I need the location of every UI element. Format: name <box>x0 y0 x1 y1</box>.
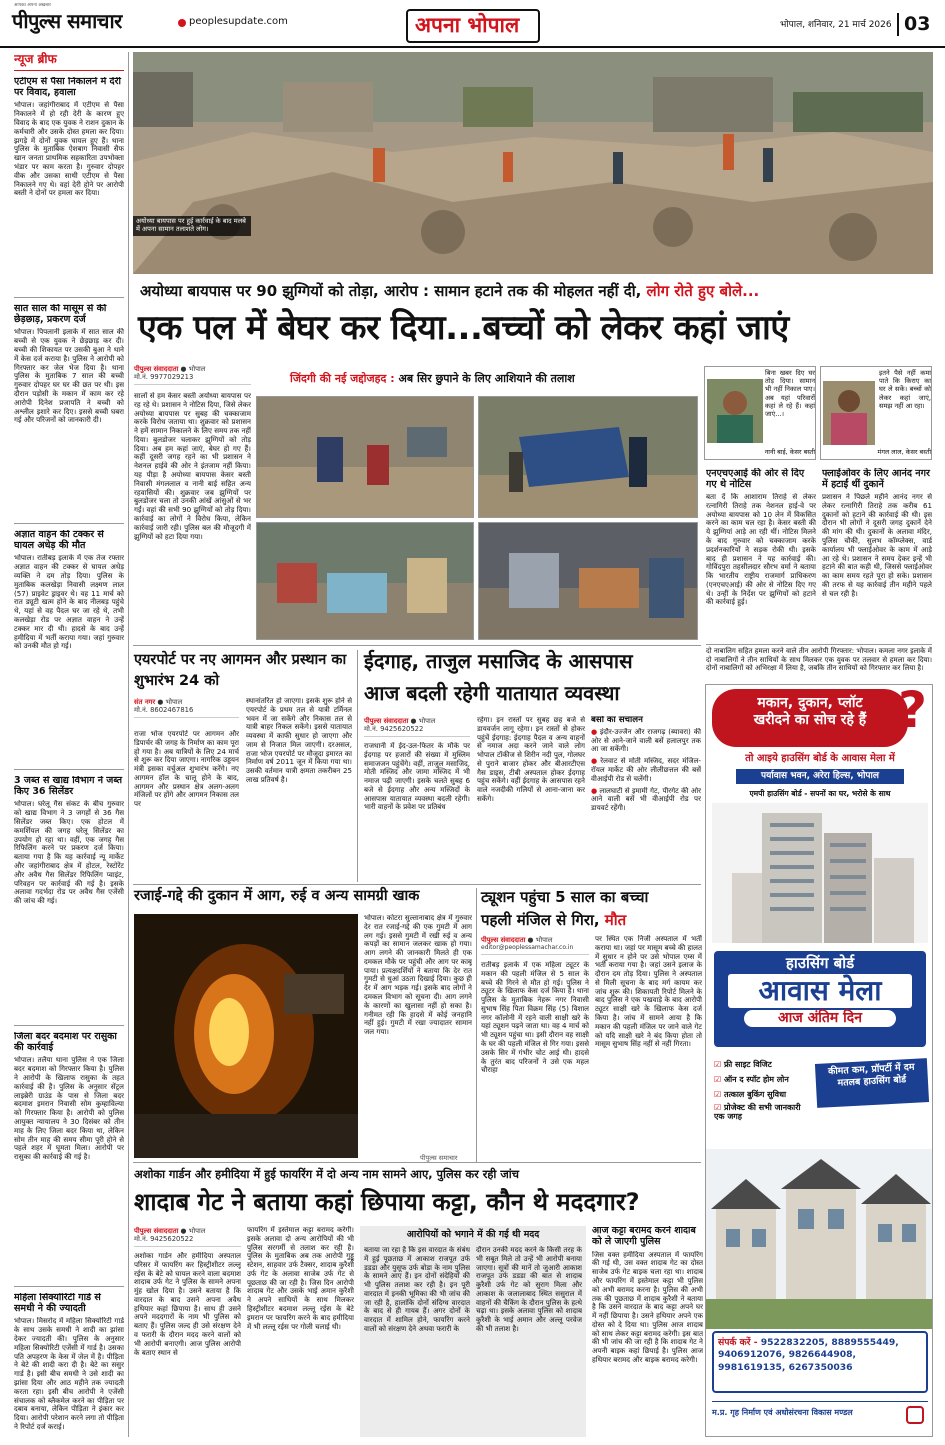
ad-banner-line1: मकान, दुकान, प्लॉट <box>757 695 863 711</box>
page-number: 03 <box>897 13 930 36</box>
checkbox-icon: ☑ <box>714 1090 722 1100</box>
bus-item-text: रेलवाट से मोती मस्जिद, सदर मंजिल-रॉयल मार्केट की ओर लीलीछत्तल की बसें वीआईपी रोड से चलेंगी। <box>591 757 701 783</box>
lead-headline: एक पल में बेघर कर दिया...बच्चों को लेकर कहां जाएं <box>138 308 789 348</box>
brief-item-title: महिला सिक्योरिटी गार्ड से समधी ने की ज्यादती <box>14 1292 101 1314</box>
byline-place: भोपाल <box>188 365 206 373</box>
brief-item-title: अज्ञात वाहन की टक्कर से घायल अधेड़ की मौत <box>14 529 104 551</box>
lead-photo-demolition <box>133 52 933 274</box>
lead-quote-1 <box>704 366 816 460</box>
ad-footer-text: म.प्र. गृह निर्माण एवं अधोसंरचना विकास मण्डल <box>712 1408 853 1417</box>
ad-footer <box>712 1401 928 1429</box>
column-divider <box>357 650 358 882</box>
lead-sidebar-nhai <box>706 468 816 640</box>
lead-sidebar-flyover <box>822 468 932 640</box>
checkbox-icon: ☑ <box>714 1102 722 1112</box>
tuition-headline-2 <box>481 911 703 929</box>
tuition-body-col1: रातीबड़ इलाके में एक महिला ट्यूटर के मकान की पहली मंजिल से 5 साल के बच्चे की गिरने से मौत हो गई। पुलिस ने ट्यूटर के खिलाफ केस दर्ज किया है। थाना पुलिस के मुताबिक नेहरू नगर निवासी सुभाष सिंह पिता विक्रम सिंह (5) विशाल नगर कॉलोनी में रहने वाली साक्षी खरे के यहां ट्यूशन पढ़ने जाता था। वह 4 मार्च को भी ट्यूशन पहुंचा था। इसी दौरान वह साक्षी के घर की पहली मंजिल से गिर गया। इससे उसके सिर में गंभीर चोट आई थी। हादसे के तुरंत बाद परिजनों ने उसे एक महल चौराहा <box>481 961 589 1075</box>
byline-phone: मो.नं. 9977029213 <box>134 373 194 382</box>
byline-place: भोपाल <box>165 698 183 706</box>
byline-email: editor@peoplessamachar.co.in <box>481 944 574 952</box>
lead-body: सालों से हम केसर बस्ती अयोध्या बायपास पर रह रहे थे। प्रशासन ने नोटिस दिया, जिसे लेकर अयोध्या बायपास पर सुबह की चक्काजाम करके विरोध जताया था। शुक्रवार को प्रशासन ने हमें सामान निकालने के लिए समय तक नहीं दिया। बुलडोजर चलाकर झुग्गियों को तोड़ दिया। अब हम कहां जाएं, बेघर हो गए हैं। कहीं दूसरी जगह रहने का भी प्रशासन ने नेशनल हाईवे की ओर ने इंतजाम नहीं किया। यह पीड़ा है अयोध्या बायपास केसर बस्ती निवासी मंगललाल व नानी बाई सहित अन्य रहवासियों की। शुक्रवार जब झुग्गियों पर बुलडोजर चला तो उनकी आंखें आंसुओं से भर गईं। वहां की सभी 90 झुग्गियों को तोड़ दिया। कार्रवाई का लोगों ने विरोध किया, लेकिन कार्रवाई जारी रही। पुलिस बल की मौजूदगी में झुग्गियों को हटा दिया गया। <box>134 392 251 541</box>
quote-name: नानी बाई, केसर बस्ती <box>764 448 815 456</box>
family-rubble-image <box>257 397 474 518</box>
housing-board-ad[interactable] <box>705 684 933 1437</box>
brief-item <box>14 77 124 298</box>
price-tag: कीमत कम, प्रॉपर्टी में दम मतलब हाउसिंग बोर्ड <box>815 1058 929 1108</box>
brief-item-title: जिला बदर बदमाश पर रासुका की कार्रवाई <box>14 1031 117 1053</box>
lead-photo-2 <box>478 396 698 518</box>
checkbox-icon: ☑ <box>714 1060 722 1069</box>
airport-byline: संत नगर ● भोपाल मो.नं. 8602467816 <box>134 697 239 718</box>
lead-kicker <box>140 282 930 300</box>
firing-box-title: आरोपियों को भगाने में की गई थी मदद <box>406 1229 540 1240</box>
firing-kicker: अशोका गार्डन और हमीदिया में हुई फायरिंग में दो अन्य नाम सामने आए, पुलिस कर रही जांच <box>134 1167 519 1181</box>
question-mark-icon: ? <box>898 684 928 739</box>
fire-footnote: पीपुल्स समाचार <box>420 1154 458 1162</box>
brief-label: न्यूज ब्रीफ <box>14 52 124 71</box>
byline-name: पीपुल्स संवाददाता <box>134 1227 179 1235</box>
tuition-byline: पीपुल्स संवाददाता ● भोपाल editor@peoplessamachar.co.in <box>481 935 589 955</box>
contact-label: संपर्क करें - <box>718 1337 758 1348</box>
tower-building-image <box>712 803 928 943</box>
feature-text: फ्री साइट विजिट <box>723 1060 772 1069</box>
quote-name: मंगल लाल, केसर बस्ती <box>877 448 931 456</box>
firing-body-col2: फायरिंग में इस्तेमाल कट्टा बरामद करेगी। इसके अलावा दो अन्य आरोपियों की भी पुलिस सरगर्मी से तलाश कर रही है। पुलिस के मुताबिक अब तक आरोपी गुड्डू स्टेशन, साहवार उर्फ टैक्सर, शादाब कुरैशी उर्फ गेट के अलावा साजेब उर्फ गेट से पूछताछ की जा रही है। जिस दिन आरोपी शादाब गेट और उसके भाई अमान कुरैशी ने अपने साथियों के साथ मिलकर हिस्ट्रीशीटर बदमाश लल्लू रईस के बेटे इमरान पर फायरिंग करने के बाद हमीदिया में भी लल्लू रईस पर गोली चलाई थी। <box>247 1226 354 1331</box>
brief-item <box>14 530 124 770</box>
portrait-mangal-lal <box>823 381 875 445</box>
ad-contact-box[interactable] <box>712 1331 928 1393</box>
fire-photo <box>134 914 358 1158</box>
firing-body-col1: अशोका गार्डन और हमीदिया अस्पताल परिसर में फायरिंग कर हिस्ट्रीशीटर लल्लू रईस के बेटे को घायल करने वाला बदमाश शादाब उर्फ गेट ने पुलिस के सामने अपना मुंह खोल दिया है। उसने बताया है कि वारदात के बाद उसने अपना अवैध हथियार कहां छिपाया है। साथ ही उसने अपने मददगारों के नाम भी पुलिस को बताए हैं। पुलिस जल्द ही उसे संरक्षण देने व फरारी के दौरान मदद करने वालों को भी आरोपी बनाएगी। आज पुलिस आरोपी के बताए स्थान से <box>134 1252 241 1357</box>
firing-byline: पीपुल्स संवाददाता ● भोपाल मो.नं. 9425620522 <box>134 1226 241 1247</box>
feature-text: प्रोजेक्ट की सभी जानकारी एक जगह <box>714 1102 801 1122</box>
idgah-body-col2: रहेगा। इन रास्तों पर सुबह छह बजे से डायवर्जन लागू रहेगा। इन रास्तों से होकर पहुंचें ईदगाह: ईदगाह पैदल व अन्य वाहनों से नमाज अदा करने जाने वाले लोग भोपाल टॉकीज से शिरीन नदी पुल, गोलघर से पुराने बाजार होकर और बीआरटीएस गैस डाइस, टीबी अस्पताल होकर ईदगाह पहुंच सकेंगे। वहीं ईदगाह के आसपास रहने वाले नजदीकी गलियों से आना-जाना कर सकेंगे। <box>477 716 585 804</box>
site-url: peoplesupdate.com <box>189 16 288 27</box>
firing-side <box>592 1226 703 1437</box>
lead-photo-1 <box>256 396 474 518</box>
bullet-icon: ● <box>591 786 598 795</box>
lead-strap <box>290 372 710 385</box>
villa-houses-image <box>706 1149 933 1329</box>
brief-item-body: भोपाल। मिसरोद में महिला सिक्योरिटी गार्ड के साथ उसके समधी ने शादी का झांसा देकर ज्यादती की। पुलिस के अनुसार महिला सिक्योरिटी एजेंसी में गार्ड है। उसका पति अपहरण के केस में जेल में है। पीड़िता ने बेटे की शादी करा दी है। बेटे का ससुर गार्ड है। इसी बीच समधी ने उसे शादी का झांसा दिया और आठ महीने तक ज्यादती करता रहा। इसी बीच आरोपी ने एजेंसी संचालक को ब्लैकमेल करने का पीड़िता पर दबाव बनाया, लेकिन पीड़िता ने इंकार कर दिया। आरोपी परेशान करने लगा तो पीड़िता ने रिपोर्ट दर्ज कराई। <box>14 1317 124 1431</box>
night-fire-image <box>134 914 358 1158</box>
lead-kicker-red: लोग रोते हुए बोले... <box>646 282 760 300</box>
brief-item-title: सात साल की मासूम से की छेड़छाड़, प्रकरण दर्ज <box>14 303 107 325</box>
lead-photo-caption: अयोध्या बायपास पर हुई कार्रवाई के बाद मलबे में अपना सामान तलाशते लोग। <box>133 216 251 236</box>
firing-box <box>360 1226 586 1437</box>
ad-features <box>714 1057 812 1122</box>
globe-icon <box>178 19 186 27</box>
news-brief-column <box>14 52 124 1437</box>
firing-headline: शादाब गेट ने बताया कहां छिपाया कट्टा, कौन थे मददगार? <box>134 1188 640 1216</box>
byline-phone: मो.नं. 8602467816 <box>134 706 194 715</box>
byline-name: पीपुल्स संवाददाता <box>364 717 409 725</box>
ad-venue: पर्यावास भवन, अरेरा हिल्स, भोपाल <box>736 769 904 784</box>
airport-body-col2: स्थानांतरित हो जाएगा। इसके शुरू होने से एयरपोर्ट के प्रथम तल से यात्री टर्मिनल भवन में जा सकेंगे और निकास तल से यात्री बाहर निकल सकेंगे। इससे यातायात व्यवस्था में काफी सुधार हो जाएगा और जाम से निजात मिल जाएगी। दरअसल, राजा भोज एयरपोर्ट पर मौजूदा इमारत का निर्माण वर्ष 2011 जून में किया गया था। उसकी वर्तमान यात्री क्षमता तकरीबन 25 लाख प्रतिवर्ष है। <box>246 697 352 785</box>
mela-big: आवास मेला <box>728 974 912 1008</box>
sidebar-body: प्रशासन ने पिछले महीने आनंद नगर से लेकर रत्नागिरी तिराहे तक करीब 61 दुकानों को हटाने की कार्रवाई की थी। इस दौरान भी लोगों ने दूसरी जगह दुकानें देने की मांग की थी। दुकानों के अलावा मंदिर, पुलिस चौकी, सुलभ कॉम्प्लेक्स, वार्ड कार्यालय भी फ्लाईओवर के काम में आड़े आ रहे थे। प्रशासन ने समय देकर इन्हें भी हटाने की बात कही थी, जिससे फ्लाईओवर का काम समय रहते पूरा हो सके। प्रशासन की तरफ से यह कार्रवाई तीन महीने पहले से चल रही है। <box>822 493 932 598</box>
tuition-headline-2-red: मौत <box>604 911 627 929</box>
masthead-bar <box>0 0 945 48</box>
bus-item <box>591 728 701 754</box>
fire-headline: रजाई-गद्दे की दुकान में आग, रुई व अन्य सामग्री खाक <box>134 888 420 904</box>
ad-banner <box>712 689 908 747</box>
tuition-body-col2: पर स्थित एक निजी अस्पताल में भर्ती कराया था। जहां पर मासूम बच्चे की हालत में सुधार न होने पर उसे भोपाल एम्स में भर्ती कराया गया है। जहां उसने इलाज के दौरान दम तोड़ दिया। पुलिस ने अस्पताल से मिली सूचना के बाद मर्ग कायम कर जांच शुरू की। शिकायती रिपोर्ट मिलने के बाद पुलिस ने एक पखवाड़े के बाद आरोपी ट्यूटर साक्षी खरे के खिलाफ केस दर्ज किया है। जांच में सामने आया है कि मकान की पहली मंजिल पर जाने वाले गेट को यदि साक्षी खरे ने बंद किया होता तो मासूम सुभाष सिंह नहीं से नहीं गिरता। <box>595 935 702 1049</box>
bus-item <box>591 787 701 813</box>
byline-place: भोपाल <box>418 717 436 725</box>
brief-item <box>14 776 124 1026</box>
byline-place: भोपाल <box>535 936 553 944</box>
contact-numbers: 9522832205, 8889555449, 9406912076, 9826644908, 9981619135, 6267350036 <box>718 1337 899 1373</box>
household-goods-image <box>479 523 698 640</box>
housing-board-logo-icon <box>906 1406 924 1424</box>
bus-item <box>591 757 701 783</box>
lead-quote-2 <box>820 366 932 460</box>
rubble-scene-image <box>133 52 933 274</box>
feature-item <box>714 1072 812 1087</box>
belongings-image <box>257 523 474 640</box>
sidebar-title: एनएचएआई की ओर से दिए गए थे नोटिस <box>706 468 805 491</box>
brief-item-body: भोपाल। पिपलानी इलाके में सात साल की बच्ची से एक युवक ने छेड़छाड़ कर दी। बच्ची की शिकायत पर उसकी बुआ ने थाने में केस दर्ज कराया है। पुलिस ने आरोपी को गिरफ्तार कर जेल भेज दिया है। थाना पुलिस के मुताबिक 7 साल की बच्ची गुरुवार दोपहर घर घर की छत पर थी। इस दौरान पड़ोसी के मकान में काम कर रहे आरोपी दिनेश प्रजापति ने बच्ची को अश्लील इशारे कर दिए। इससे बच्ची घबरा गई और परिजनों को जानकारी दी। <box>14 328 124 425</box>
byline-place: भोपाल <box>188 1227 206 1235</box>
checkbox-icon: ☑ <box>714 1075 722 1085</box>
ad-tagline: एमपी हाउसिंग बोर्ड - सपनों का घर, भरोसे के साथ <box>749 789 891 798</box>
section-divider <box>133 1162 701 1163</box>
man-child-portrait-image <box>823 381 875 445</box>
brief-item-title: एटीएम से पैसा निकालने में देरी पर विवाद, हवाला <box>14 76 121 98</box>
firing-box-col1: बताया जा रहा है कि इस वारदात के संबंध में हुई पूछताछ में आकाश राजपूत उर्फ डडडा और युसूफ उर्फ बोडा के नाम पुलिस के सामने आए हैं। इन दोनों संदेहियों की भी पुलिस तलाश कर रही है। इन पूरी वारदात में इनकी भूमिका की भी जांच की जा रही है, हालांकि दोनों संदिग्ध वारदात के बाद से ही गायब हैं। अगर दोनों के वारदात में शामिल होने, फायरिंग करने वालों को संरक्षण देने अथवा फरारी के <box>364 1246 470 1334</box>
idgah-headline-2: आज बदली रहेगी यातायात व्यवस्था <box>364 681 620 705</box>
feature-item <box>714 1057 812 1072</box>
mini-news-arrest: दो नाबालिग सहित हमला करने वाले तीन आरोपी गिरफ्तार: भोपाल। कमला नगर इलाके में दो नाबालिगों ने तीन साथियों के साथ मिलकर एक युवक पर तलवार से हमला कर दिया। दोनों नाबालिगों को अभिरक्षा में लिया है, जबकि तीन साथियों को गिरफ्तार कर लिया है। <box>706 644 932 680</box>
feature-text: तत्काल बुकिंग सुविधा <box>723 1090 787 1100</box>
portrait-nani-bai <box>707 379 763 443</box>
sidebar-title: फ्लाईओवर के लिए आनंद नगर में हटाईं थीं दुकानें <box>822 468 930 491</box>
column-divider <box>476 888 477 1163</box>
brief-item-body: भोपाल। रातीबड़ इलाके में एक तेज रफ्तार अज्ञात वाहन की टक्कर से घायल अधेड़ व्यक्ति ने दम तोड़ दिया। पुलिस के मुताबिक कलखेड़ा निवासी लक्ष्मण लाल (57) प्राइवेट ड्राइवर थे। वह 11 मार्च को रात ड्यूटी खत्म होने के बाद नीलबड़ पहुंचे थे, यहां से वह पैदल घर जा रहे थे, तभी कलखेड़ा रोड पर अज्ञात वाहन ने उन्हें टक्कर मार दी थी। हादसे के बाद उन्हें हमीदिया में भर्ती कराया गया। जहां गुरुवार को उनकी मौत हो गई। <box>14 554 124 651</box>
airport-headline: एयरपोर्ट पर नए आगमन और प्रस्थान का शुभारंभ 24 को <box>134 652 347 690</box>
dateline: भोपाल, शनिवार, 21 मार्च 2026 <box>780 20 892 30</box>
fire-body: भोपाल। कोटरा सुल्तानाबाद क्षेत्र में गुरुवार देर रात रजाई-गद्दे की एक गुमटी में आग लग गई। इससे गुमटी में रखी रुई व अन्य कपड़ों का सामान जलकर खाक हो गया। आग लगने की जानकारी मिलते ही एक दमकल मौके पर पहुंची और आग पर काबू पाया। प्रत्यक्षदर्शियों ने बताया कि देर रात गुमटी से धुआं उठता दिखाई दिया। कुछ ही देर में आग भड़क गई। इसके बाद लोगों ने दमकल विभाग को सूचना दी। आग लगने के कारणों का खुलासा नहीं हो सका है। गनीमत रही कि हादसे में कोई जनहानि नहीं हुई। गुमटी में रखा ज्यादातर सामान जल गया। <box>364 914 472 1037</box>
woman-portrait-image <box>707 379 763 443</box>
ad-banner-line2: खरीदने का सोच रहे हैं <box>753 712 867 729</box>
tuition-headline-1: ट्यूशन पहुंचा 5 साल का बच्चा <box>481 888 649 906</box>
mela-top: हाउसिंग बोर्ड <box>785 954 855 972</box>
bus-item-text: इंदौर-उज्जैन और राजगढ़ (ब्यावरा) की ओर से आने-जाने वाली बसें हलालपुर तक आ जा सकेंगी। <box>591 727 701 754</box>
column-divider <box>128 52 129 1437</box>
byline-name: संत नगर <box>134 698 156 706</box>
brief-item <box>14 304 124 524</box>
section-divider <box>133 645 701 646</box>
section-title: अपना भोपाल <box>415 12 520 37</box>
idgah-byline: पीपुल्स संवाददाता ● भोपाल मो.नं. 9425620522 <box>364 716 470 737</box>
bus-item-text: लालघाटी से इमामी गेट, पीरगेट की ओर आने वाली बसें भी वीआईपी रोड पर डायवर्ट रहेंगी। <box>591 786 701 813</box>
bullet-icon: ● <box>591 727 598 736</box>
lead-photo-3 <box>256 522 474 640</box>
brief-item-title: 3 जब्त से खाद्य विभाग ने जब्त किए 36 सिलेंडर <box>14 775 123 797</box>
brief-item-body: भोपाल। घरेलू गैस संकट के बीच गुरुवार को खाद्य विभाग ने 3 जगहों से 36 गैस सिलेंडर जब्त किए। एक होटल में कमर्शियल की जगह घरेलू सिलेंडर का उपयोग हो रहा था। वहीं, एक जगह गैस रिफिलिंग करने पर प्रकरण दर्ज किया। बताया गया है कि यह कार्रवाई न्यू मार्केट और जहांगीराबाद क्षेत्र में होटल, रेस्टोरेंट और अवैध गैस सिलेंडर रिफिलिंग प्वाइंट, परिवहन पर कार्रवाई की गई है। इसके अलावा गदर्भदा रोड पर अवैध गैस एजेंसी की जांच की गई। <box>14 800 124 906</box>
brief-item <box>14 1032 124 1287</box>
lead-byline: पीपुल्स संवाददाता ● भोपाल मो.नं. 9977029213 <box>134 364 251 385</box>
byline-phone: मो.नं. 9425620522 <box>134 1235 194 1244</box>
brief-item <box>14 1293 124 1437</box>
idgah-headline-1: ईदगाह, ताजुल मसाजिद के आसपास <box>364 649 633 673</box>
masthead-small: आपका अपना अखबार <box>14 3 51 8</box>
quote-text: इतने पैसे नहीं कमा पाते कि किराए का घर ले सकें। बच्चों को लेकर कहां जाएं, समझ नहीं आ रहा। <box>879 369 931 410</box>
byline-name: पीपुल्स संवाददाता <box>481 936 526 944</box>
airport-body-col1: राजा भोज एयरपोर्ट पर आगमन और डिपार्चर की जगह के निर्माण का काम पूरा हो गया है। अब यात्रियों के लिए 24 मार्च से शुरू कर दिया जाएगा। नागरिक उड्डयन मंत्री इसका वर्चुअल शुभारंभ करेंगे। नए आगमन हॉल के चालू होने के बाद, आगमन और प्रस्थान क्षेत्र अलग-अलग मंजिलों पर होंगे और आगमन निकास तल पर <box>134 730 239 809</box>
lead-strap-text: अब सिर छुपाने के लिए आशियाने की तलाश <box>398 372 575 385</box>
ad-invite: तो आइये हाउसिंग बोर्ड के आवास मेला में <box>745 753 895 764</box>
masthead-title: पीपुल्स समाचार <box>12 9 122 33</box>
firing-side-body: जिस वक्त हमीदिया अस्पताल में फायरिंग की गई थी, उस वक्त शादाब गेट का दोस्त साजेब उर्फ गेट बाइक चला रहा था। शादाब और फायरिंग में इस्तेमाल कट्टा भी पुलिस को अभी बरामद करना है। पुलिस की अभी तक की पूछताछ में शादाब कुरैशी ने बताया है कि उसने वारदात के बाद कट्टा अपने घर में नहीं छिपाया है। उसने हथियार अपने एक दोस्त को दे दिया था। पुलिस आज शादाब को साथ लेकर कट्टा बरामद करेगी। इस बात की भी जांच की जा रही है कि शादाब गेट ने अपनी बाइक कहां छिपाई है। पुलिस आज हथियार बरामद और बाइक बरामद करेगी। <box>592 1250 703 1364</box>
brief-item-body: भोपाल। तलैया थाना पुलिस ने एक जिला बदर बदमाश को गिरफ्तार किया है। पुलिस ने आरोपी के खिलाफ रासुका के तहत कार्रवाई की है। पुलिस के अनुसार सेंट्रल लाइब्रेरी ग्राउंड के पास से जिला बदर बदमाश इमरान निवासी सोम कुम्हाविल्या को गिरफ्तार किया है। आरोपी को पुलिस आयुक्त न्यायालय ने 30 दिसंबर को तीन माह के लिए जिला बदर किया था, लेकिन सोम तीन माह की समय सीमा पूरी होने से पहले शहर में घूमता मिला। आरोपी पर रासुका की कार्रवाई की गई है। <box>14 1056 124 1162</box>
brief-item-body: भोपाल। जहांगीराबाद में एटीएम से पैसा निकालने में हो रही देरी के कारण हुए विवाद के बाद एक युवक ने राशन दुकान के कर्मचारी और उसके दोस्त हमला कर दिया। झगड़े में दोनों युवक घायल हुए हैं। थाना पुलिस के मुताबिक ऐशबाग निवासी सैफ खान जनता प्राथमिक सहकारिता उपभोक्ता भंडार पर काम करता है। गुरुवार दोपहर वीक और उसका साथी एटीएम से पैसा निकालने गए थे। वहां देरी होने पर आरोपी बस्ती ने दोनों पर हमला कर दिया। <box>14 101 124 198</box>
sidebar-body: बता दें कि आशाराम तिराहे से लेकर रत्नागिरी तिराहे तक नेशनल हाई-वे पर अयोध्या बायपास को 10 लेन में विकसित करने का काम चल रहा है। केसर बस्ती की ये झुग्गियां आड़े आ रही थीं। नोटिस मिलने के बाद गुरुवार को चक्काजाम करके प्रदर्शनकारियों ने सड़क रोकी थी। इसके बाद ही प्रशासन ने यह कार्रवाई की। गोविंदपुरा तहसीलदार सौरभ वर्मा ने बताया कि भारतीय राष्ट्रीय राजमार्ग प्राधिकरण (एनएचएआई) की ओर से नोटिस दिए गए थे। उन्हीं के निर्देश पर झुग्गियों को हटाने की कार्रवाई हुई। <box>706 493 816 607</box>
lead-photo-4 <box>478 522 698 640</box>
firing-side-title: आज कट्टा बरामद करने शादाब को ले जाएगी पुलिस <box>592 1226 696 1247</box>
byline-phone: मो.नं. 9425620522 <box>364 725 424 734</box>
firing-box-col2: दौरान उनकी मदद करने के किसी तरह के भी सबूत मिले तो उन्हें भी आरोपी बनाया जाएगा। सूत्रों की मानें तो जुआरी आकाश राजपूत उर्फ डडडा की बात से शादाब कुरैशी उर्फ गेट को सुराग मिला और आकाश के जलालाबाद स्थित ससुराल में वाहनों की चैकिंग के दौरान पुलिस के हत्थे चढ़ा था। इसके अलावा पुलिस को शादाब कुरैशी के भाई अमान और अल्लू परवेज की भी तलाश है। <box>476 1246 582 1334</box>
feature-item <box>714 1103 812 1122</box>
mela-day: आज अंतिम दिन <box>744 1010 896 1027</box>
feature-item <box>714 1087 812 1102</box>
byline-name: पीपुल्स संवाददाता <box>134 365 179 373</box>
bullet-icon: ● <box>591 757 599 766</box>
feature-text: ऑन द स्पॉट होम लोन <box>723 1075 789 1085</box>
idgah-bus-box <box>591 716 701 880</box>
mela-block <box>714 951 926 1047</box>
quote-text: बिना खबर दिए घर तोड़ दिया। सामान भी नहीं निकाल पाए। अब यहां परिवारों कहां ले रहे हैं। कहां जाएं...। <box>765 369 815 418</box>
tuition-headline-2-text: पहली मंजिल से गिरा, <box>481 911 600 929</box>
bus-box-title: बसों का संचालन <box>591 716 643 725</box>
idgah-body-col1: राजधानी में ईद-उल-फितर के मौके पर ईदगाह पर हजारों की संख्या में मुस्लिम समाजजन पहुंचेंगे। वहीं, ताजुल मसाजिद, मोती मस्जिद और जामा मस्जिद में भी नमाज पढ़ी जाएगी। इसके चलते सुबह 6 बजे से ईदगाह और अन्य मस्जिदों के आसपास यातायात व्यवस्था बदली रहेगी। भारी वाहनों के प्रवेश पर प्रतिबंध <box>364 742 470 812</box>
lead-kicker-main: अयोध्या बायपास पर 90 झुग्गियों को तोड़ा, आरोप : सामान हटाने तक की मोहलत नहीं दी, <box>140 282 642 300</box>
tarp-carry-image <box>479 397 698 518</box>
lead-strap-red: जिंदगी की नई जद्दोजहद : <box>290 372 395 385</box>
section-divider <box>133 884 701 885</box>
